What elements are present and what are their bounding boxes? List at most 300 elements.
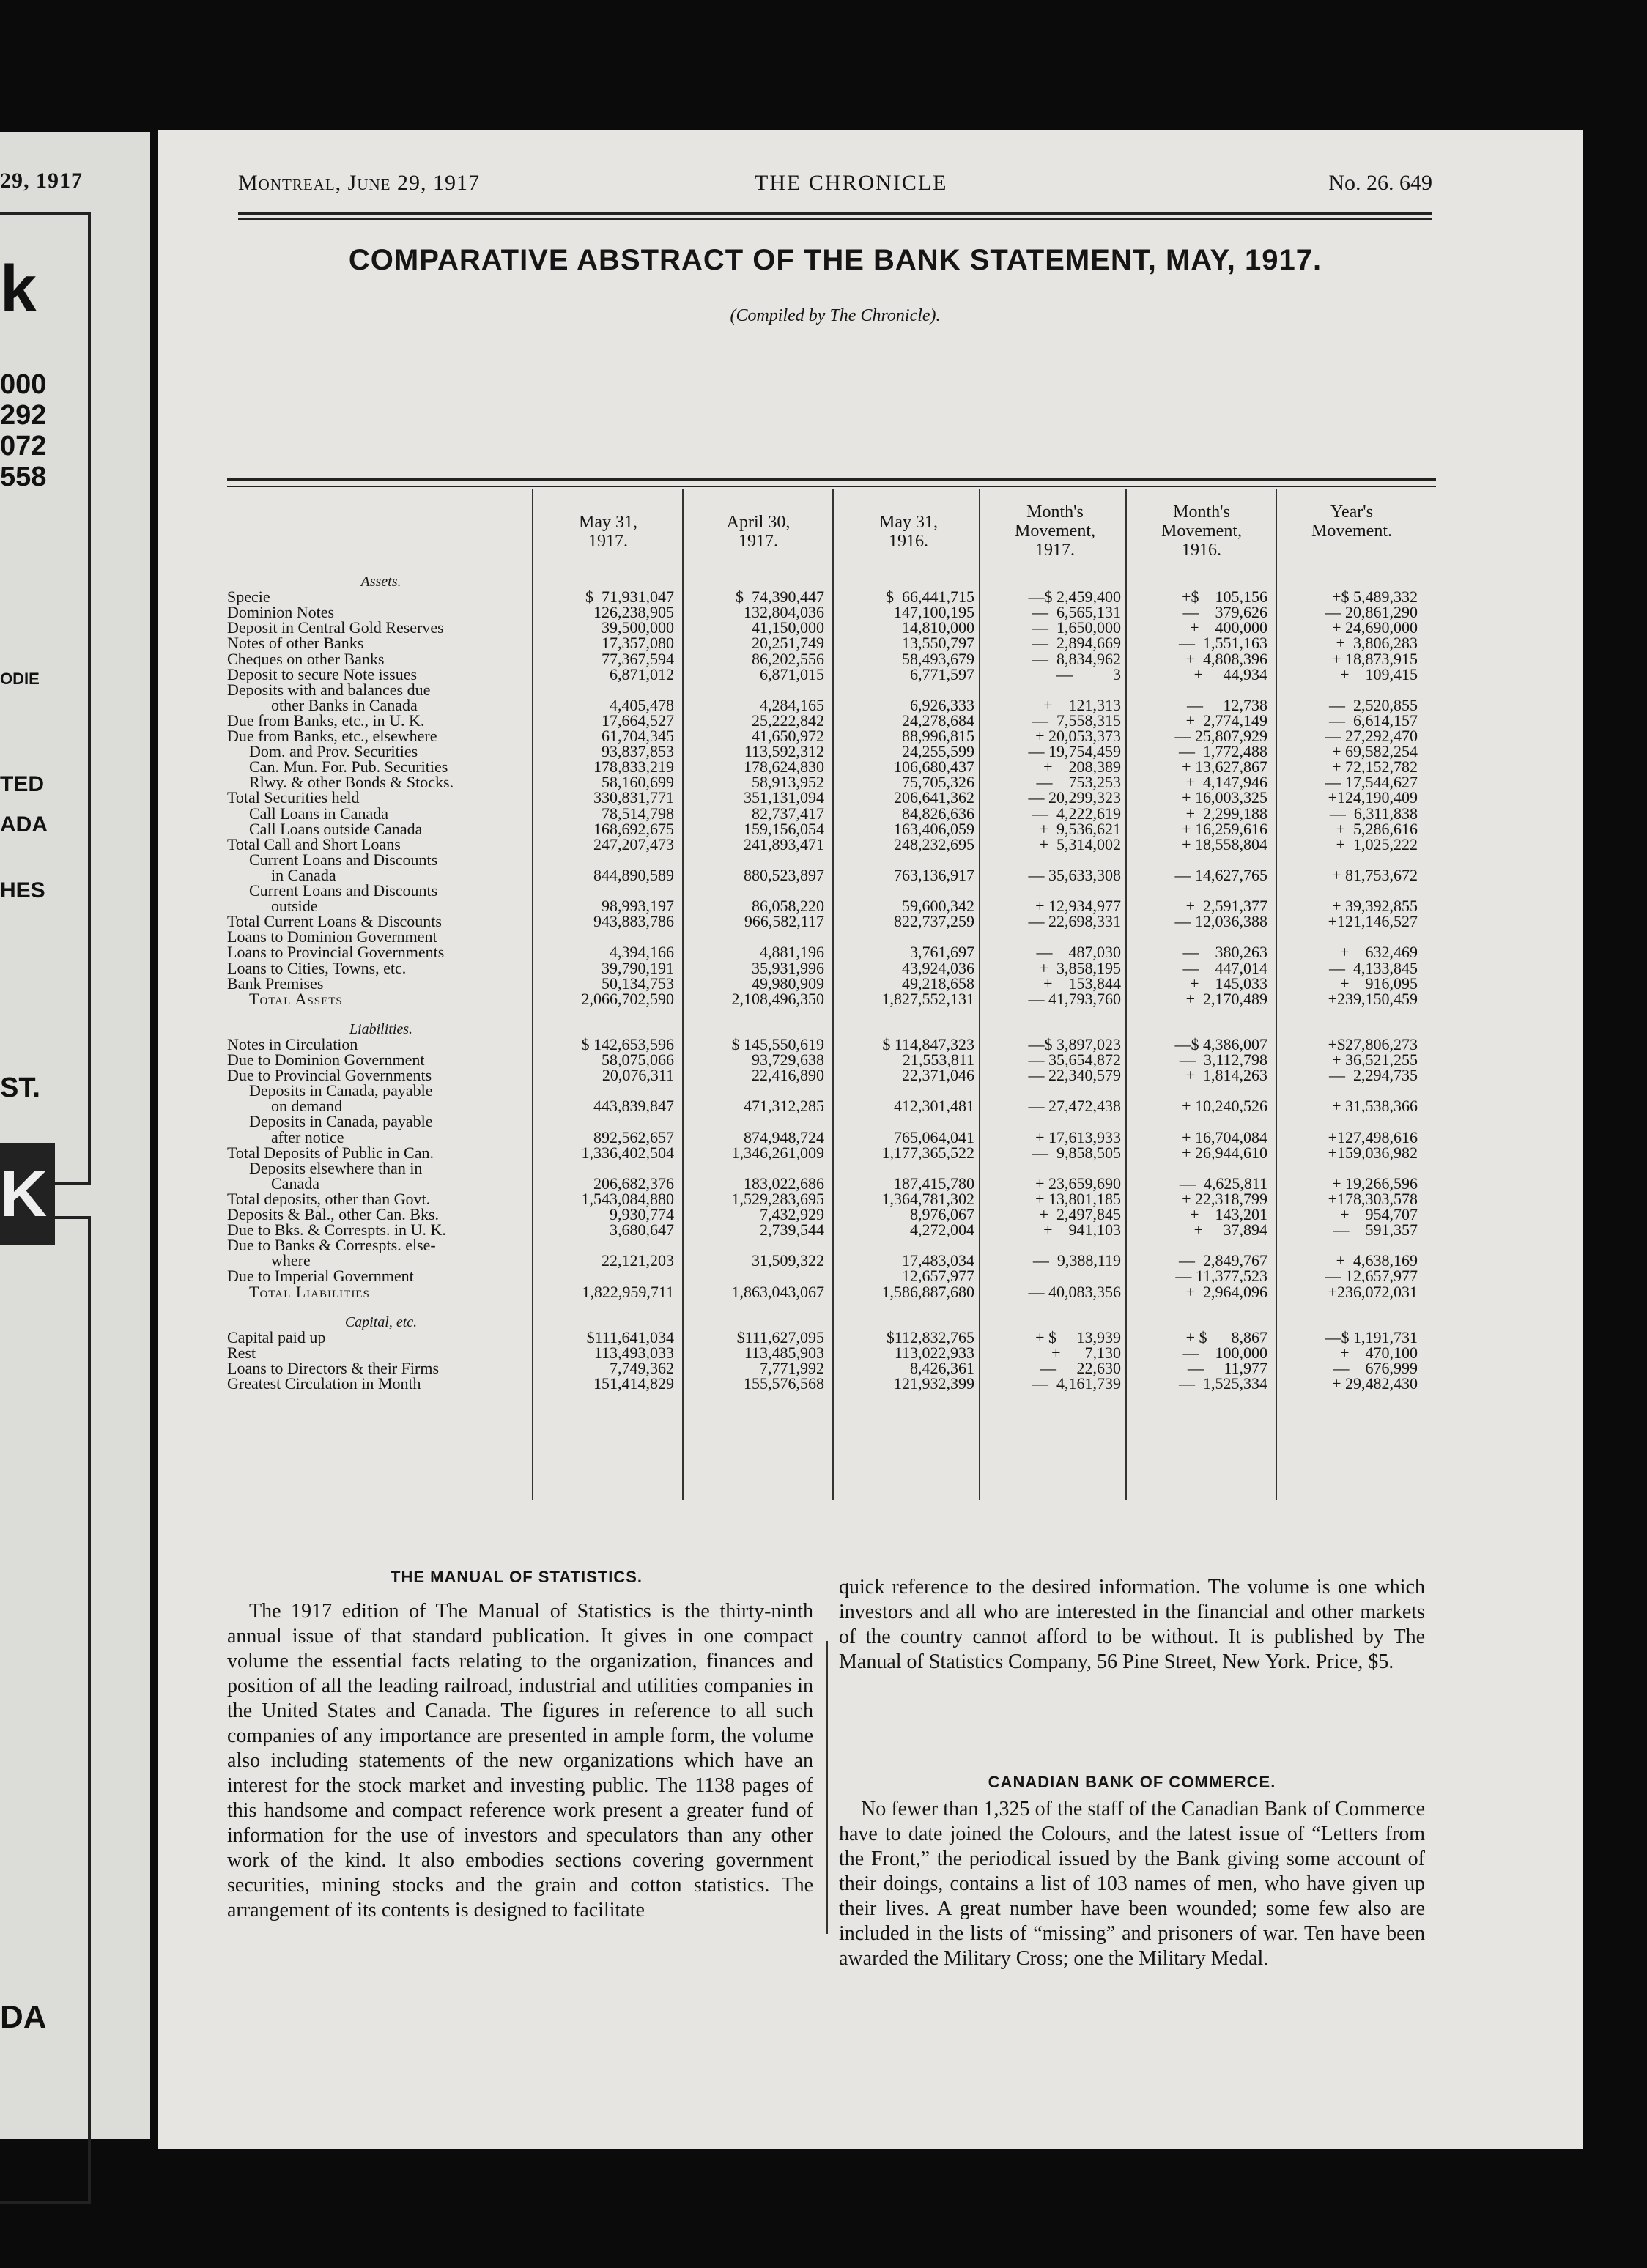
table-cell: — 7,558,315 [1032,711,1121,730]
row-label: Cheques on other Banks [227,651,385,667]
table-cell: 7,771,992 [760,1358,824,1377]
left-fragment: 000 [0,369,47,400]
cbc-article-body: No fewer than 1,325 of the staff of the Canadian Bank of Commerce have to date joined the Colours, and the latest issue of “Letters from the Front,” the periodical issued by the Bank giving some account of their doings, contains a list of 103 names of men, who have given up their lives. A great number have been wounded; some few also are included in the lists of “missing” and prisoners of war. Ten have been awarded the Military Cross; one the Military Medal. [839,1798,1425,1970]
table-cell: +$27,806,273 [1328,1034,1418,1053]
header-publication: THE CHRONICLE [755,171,948,195]
table-top-rule [227,486,1436,487]
table-cell: — 4,222,619 [1032,804,1121,823]
table-cell: — 3 [1056,664,1121,683]
row-label: Loans to Provincial Governments [227,944,445,961]
table-cell: 31,509,322 [752,1251,824,1270]
newspaper-page [158,130,1583,2149]
table-cell: 77,367,594 [602,649,674,668]
table-cell: 21,553,811 [902,1050,974,1069]
table-row [227,1145,1436,1161]
table-cell: + 16,704,084 [1182,1127,1267,1146]
table-cell: 248,232,695 [894,834,974,853]
table-cell: 6,871,015 [760,664,824,683]
table-row [227,1284,1436,1300]
table-cell: 24,255,599 [902,742,974,761]
column-header: April 30, 1917. [726,513,791,551]
row-label: Notes in Circulation [227,1036,358,1053]
row-label: Total Liabilities [249,1283,370,1300]
table-cell: — 9,858,505 [1032,1143,1121,1162]
table-cell: 1,364,781,302 [881,1189,974,1208]
table-cell: — 4,133,845 [1329,958,1418,977]
row-label: Deposits in Canada, payable [249,1083,433,1100]
table-cell: — 591,357 [1333,1220,1418,1239]
table-cell: 126,238,905 [593,603,674,622]
table-cell: — 20,861,290 [1325,603,1418,622]
table-cell: + 19,266,596 [1332,1174,1418,1193]
table-cell: 58,913,952 [752,773,824,792]
table-cell: — 25,807,929 [1174,727,1267,745]
table-cell: + 143,201 [1190,1205,1267,1223]
left-fragment: K [0,1158,48,1231]
table-cell: 351,131,094 [744,788,824,807]
table-cell: + 208,389 [1043,757,1121,777]
table-cell: 121,932,399 [894,1374,974,1393]
column-header: Year's Movement. [1311,503,1392,541]
left-fragment: 558 [0,462,47,492]
row-label: Rlwy. & other Bonds & Stocks. [249,774,454,791]
table-cell: — 6,614,157 [1329,711,1418,730]
table-cell: 22,371,046 [902,1066,974,1085]
row-label: Total Securities held [227,790,360,807]
table-cell: — 1,772,488 [1179,742,1267,761]
row-label: Current Loans and Discounts [249,851,438,868]
table-cell: — 22,630 [1040,1358,1121,1377]
table-cell: 1,543,084,880 [581,1189,674,1208]
table-cell: + 9,536,621 [1039,819,1121,838]
table-cell: 39,500,000 [602,618,674,637]
row-label: Due to Banks & Correspts. else- [227,1237,436,1254]
table-cell: 4,405,478 [610,695,674,714]
table-cell: — 2,894,669 [1032,634,1121,653]
table-cell: 78,514,798 [602,804,674,823]
table-cell: +124,190,409 [1328,788,1418,807]
column-divider [826,1641,828,1934]
table-cell: 2,108,496,350 [731,989,824,1008]
table-cell: 22,121,203 [602,1251,674,1270]
table-cell: + 121,313 [1043,695,1121,714]
table-row [227,664,1436,683]
table-cell: + 12,934,977 [1035,897,1121,916]
table-cell: — 380,263 [1182,943,1267,962]
page-subtitle: (Compiled by The Chronicle). [730,306,941,325]
row-label: Call Loans outside Canada [249,820,423,837]
table-cell: + 1,025,222 [1336,834,1418,853]
row-label: Deposits elsewhere than in [249,1160,423,1176]
table-cell: 1,346,261,009 [731,1143,824,1162]
table-cell: — 12,657,977 [1325,1267,1418,1286]
table-cell: — 379,626 [1182,603,1267,622]
table-cell: + 22,318,799 [1182,1189,1267,1208]
table-cell: — 35,633,308 [1028,865,1121,884]
table-cell: 39,790,191 [602,958,674,977]
left-fragment: ST. [0,1072,40,1103]
table-cell: + 632,469 [1340,943,1418,962]
table-cell: — 22,698,331 [1028,912,1121,931]
row-label: Dom. and Prov. Securities [249,744,418,760]
table-cell: — 27,472,438 [1028,1097,1121,1116]
table-cell: 1,863,043,067 [731,1282,824,1301]
column-header: Month's Movement, 1916. [1161,503,1242,560]
table-cell: + 4,638,169 [1336,1251,1418,1270]
table-cell: + 2,170,489 [1185,989,1267,1008]
table-cell: +236,072,031 [1328,1282,1418,1301]
table-cell: +$ 5,489,332 [1332,588,1418,607]
table-cell: + 31,538,366 [1332,1097,1418,1116]
table-top-rule [227,478,1436,481]
table-cell: $ 114,847,323 [882,1034,974,1053]
table-cell: + 23,659,690 [1035,1174,1121,1193]
table-cell: 155,576,568 [744,1374,824,1393]
table-cell: — 3,112,798 [1179,1050,1267,1069]
table-cell: — 2,294,735 [1329,1066,1418,1085]
table-cell: — 1,525,334 [1179,1374,1267,1393]
row-label: Due from Banks, etc., elsewhere [227,728,437,744]
table-cell: + 941,103 [1043,1220,1121,1239]
table-cell: 151,414,829 [593,1374,674,1393]
table-cell: + 1,814,263 [1185,1066,1267,1085]
table-cell: + 3,858,195 [1039,958,1121,977]
table-cell: —$ 2,459,400 [1028,588,1121,607]
row-label: Due to Dominion Government [227,1052,425,1068]
table-cell: — 35,654,872 [1028,1050,1121,1069]
table-cell: 943,883,786 [593,912,674,931]
table-cell: 17,483,034 [902,1251,974,1270]
table-cell: 20,076,311 [602,1066,674,1085]
table-cell: 163,406,059 [894,819,974,838]
table-cell: — 2,520,855 [1329,695,1418,714]
table-cell: + 24,690,000 [1332,618,1418,637]
table-cell: 4,272,004 [910,1220,974,1239]
table-cell: 9,930,774 [610,1205,674,1223]
table-cell: 49,218,658 [902,974,974,993]
column-header: Month's Movement, 1917. [1015,503,1095,560]
table-cell: + 109,415 [1340,664,1418,683]
table-cell: + 16,003,325 [1182,788,1267,807]
row-label: other Banks in Canada [271,697,418,714]
row-label: Due to Bks. & Correspts. in U. K. [227,1222,446,1239]
table-cell: — 6,565,131 [1032,603,1121,622]
table-cell: 20,251,749 [752,634,824,653]
table-cell: 880,523,897 [744,865,824,884]
table-row [227,867,1436,883]
table-cell: $111,627,095 [736,1327,824,1346]
table-cell: 106,680,437 [894,757,974,777]
table-cell: + $ 13,939 [1035,1327,1121,1346]
table-cell: $ 74,390,447 [736,588,824,607]
manual-article-title: THE MANUAL OF STATISTICS. [391,1568,643,1586]
table-cell: 86,202,556 [752,649,824,668]
table-cell: — 447,014 [1182,958,1267,977]
row-label: Loans to Cities, Towns, etc. [227,960,407,976]
table-cell: 41,650,972 [752,727,824,745]
table-cell: 41,150,000 [752,618,824,637]
table-cell: 178,833,219 [593,757,674,777]
left-fragment: ODIE [0,670,40,688]
table-cell: 59,600,342 [902,897,974,916]
manual-article-body: The 1917 edition of The Manual of Statistics is the thirty-ninth annual issue of that standard publication. It gives in one compact volume the essential facts relating to the organization, finances and position of all the leading railroad, industrial and utilities companies in the United States and Canada. The figures in reference to all such companies of any importance are presented in ample form, the volume also including statements of the new organizations which have an interest for the stock market and investing public. The 1138 pages of this handsome and compact reference work present a greater fund of information for the use of investors and speculators than any other work of the kind. It also embodies sections covering government securities, mining stocks and the grain and cotton statistics. The arrangement of its contents is designed to facilitate [227,1600,813,1922]
table-cell: + 5,286,616 [1336,819,1418,838]
table-cell: 86,058,220 [752,897,824,916]
table-cell: 183,022,686 [744,1174,824,1193]
left-page-fragment [0,132,150,2139]
table-cell: — 11,377,523 [1175,1267,1267,1286]
table-cell: 6,926,333 [910,695,974,714]
table-cell: + 44,934 [1193,664,1267,683]
table-cell: — 1,650,000 [1032,618,1121,637]
table-cell: + 13,801,185 [1035,1189,1121,1208]
table-cell: 412,301,481 [894,1097,974,1116]
table-cell: — 22,340,579 [1028,1066,1121,1085]
left-ad-box [0,1216,91,2204]
table-cell: 12,657,977 [902,1267,974,1286]
table-cell: 113,022,933 [894,1343,974,1362]
table-cell: 93,729,638 [752,1050,824,1069]
row-label: Deposits in Canada, payable [249,1113,433,1130]
table-cell: 4,284,165 [760,695,824,714]
table-cell: —$ 4,386,007 [1174,1034,1267,1053]
table-cell: 2,739,544 [760,1220,824,1239]
table-cell: +159,036,982 [1328,1143,1418,1162]
table-cell: + 2,964,096 [1185,1282,1267,1301]
table-cell: 58,075,066 [602,1050,674,1069]
table-cell: 58,160,699 [602,773,674,792]
table-cell: + 18,558,804 [1182,834,1267,853]
table-cell: 1,827,552,131 [881,989,974,1008]
row-label: where [271,1253,311,1270]
table-cell: 8,426,361 [910,1358,974,1377]
table-cell: + 145,033 [1190,974,1267,993]
row-label: on demand [271,1098,343,1115]
table-cell: 22,416,890 [752,1066,824,1085]
table-cell: + 26,944,610 [1182,1143,1267,1162]
row-label: Due to Provincial Governments [227,1067,432,1084]
row-label: Total Assets [249,990,343,1007]
row-label: Deposit to secure Note issues [227,666,418,683]
table-cell: + 2,299,188 [1185,804,1267,823]
table-cell: 58,493,679 [902,649,974,668]
row-label: Loans to Dominion Government [227,929,437,946]
row-label: Total Deposits of Public in Can. [227,1144,434,1161]
table-cell: — 20,299,323 [1028,788,1121,807]
table-cell: + 39,392,855 [1332,897,1418,916]
table-cell: 84,826,636 [902,804,974,823]
table-cell: +178,303,578 [1328,1189,1418,1208]
table-cell: 8,976,067 [910,1205,974,1223]
row-label: Capital paid up [227,1329,326,1346]
table-cell: 61,704,345 [602,727,674,745]
row-label: Specie [227,589,270,606]
table-cell: $ 66,441,715 [886,588,974,607]
manual-article-continued: quick reference to the desired information. The volume is one which investors and all who are interested in the financial and other markets of the country cannot afford to be without. It is published by The Manual of Statistics Company, 56 Pine Street, New York. Price, $5. [839,1576,1425,1673]
section-heading: Assets. [360,574,401,590]
row-label: Loans to Directors & their Firms [227,1360,440,1376]
table-cell: 966,582,117 [744,912,824,931]
left-ad-box [0,212,91,1185]
table-cell: —$ 1,191,731 [1325,1327,1418,1346]
cbc-article-title: CANADIAN BANK OF COMMERCE. [988,1773,1276,1791]
table-cell: + 3,806,283 [1336,634,1418,653]
row-label: Due from Banks, etc., in U. K. [227,712,425,729]
table-cell: 43,924,036 [902,958,974,977]
table-cell: 132,804,036 [744,603,824,622]
table-cell: + 916,095 [1340,974,1418,993]
table-cell: + 20,053,373 [1035,727,1121,745]
left-page-header: 29, 1917 [0,168,83,193]
header-page-number: No. 26. 649 [1328,171,1432,195]
table-cell: + 2,591,377 [1185,897,1267,916]
table-cell: 330,831,771 [593,788,674,807]
table-cell: 763,136,917 [894,865,974,884]
table-cell: 168,692,675 [593,819,674,838]
table-cell: 50,134,753 [602,974,674,993]
table-cell: + 36,521,255 [1332,1050,1418,1069]
table-cell: 7,749,362 [610,1358,674,1377]
left-fragment: TED [0,772,44,796]
table-row [227,834,1436,853]
table-cell: — 4,161,739 [1032,1374,1121,1393]
table-row [227,1222,1436,1238]
table-cell: + 2,774,149 [1185,711,1267,730]
table-cell: — 17,544,627 [1325,773,1418,792]
row-label: Notes of other Banks [227,635,364,652]
row-label: Bank Premises [227,975,324,992]
table-cell: — 41,793,760 [1028,989,1121,1008]
header-rule [238,212,1432,215]
table-cell: — 487,030 [1036,943,1121,962]
table-cell: 874,948,724 [744,1127,824,1146]
table-cell: 98,993,197 [602,897,674,916]
row-label: Deposit in Central Gold Reserves [227,620,444,637]
section-heading: Liabilities. [349,1020,413,1037]
table-cell: — 676,999 [1333,1358,1418,1377]
table-cell: 75,705,326 [902,773,974,792]
row-label: Dominion Notes [227,604,335,621]
table-cell: 13,550,797 [902,634,974,653]
row-label: Deposits & Bal., other Can. Bks. [227,1207,440,1223]
table-cell: + 2,497,845 [1039,1205,1121,1223]
table-cell: 206,641,362 [894,788,974,807]
table-cell: 241,893,471 [744,834,824,853]
row-label: Can. Mun. For. Pub. Securities [249,759,448,776]
row-label: Call Loans in Canada [249,805,389,822]
table-cell: + 13,627,867 [1182,757,1267,777]
table-cell: +127,498,616 [1328,1127,1418,1146]
table-cell: — 12,036,388 [1174,912,1267,931]
table-cell: $111,641,034 [586,1327,674,1346]
table-row [227,914,1436,930]
table-cell: + 153,844 [1043,974,1121,993]
left-fragment: k [0,253,37,326]
table-cell: +$ 105,156 [1182,588,1267,607]
page-title: COMPARATIVE ABSTRACT OF THE BANK STATEMENT, MAY, 1917. [348,244,1322,276]
table-cell: 93,837,853 [602,742,674,761]
table-cell: — 27,292,470 [1325,727,1418,745]
table-cell: 25,222,842 [752,711,824,730]
table-cell: — 100,000 [1182,1343,1267,1362]
table-cell: 24,278,684 [902,711,974,730]
table-cell: 443,839,847 [593,1097,674,1116]
row-label: Due to Imperial Government [227,1268,414,1285]
row-label: after notice [271,1129,344,1146]
table-cell: + 400,000 [1190,618,1267,637]
table-cell: 822,737,259 [894,912,974,931]
table-cell: 1,336,402,504 [581,1143,674,1162]
row-label: outside [271,898,318,915]
row-label: Greatest Circulation in Month [227,1376,421,1392]
table-cell: 7,432,929 [760,1205,824,1223]
table-cell: 113,493,033 [593,1343,674,1362]
table-cell: 159,156,054 [744,819,824,838]
table-cell: + 470,100 [1340,1343,1418,1362]
table-cell: — 8,834,962 [1032,649,1121,668]
table-cell: — 9,388,119 [1032,1251,1121,1270]
table-cell: 1,822,959,711 [582,1282,674,1301]
table-cell: 88,996,815 [902,727,974,745]
table-cell: 844,890,589 [593,865,674,884]
table-cell: + 4,147,946 [1185,773,1267,792]
column-header: May 31, 1916. [879,513,938,551]
header-rule [238,218,1432,220]
table-cell: — 6,311,838 [1329,804,1418,823]
table-cell: + 7,130 [1051,1343,1121,1362]
table-cell: 892,562,657 [593,1127,674,1146]
table-cell: 6,771,597 [910,664,974,683]
table-cell: 4,394,166 [610,943,674,962]
table-cell: 206,682,376 [593,1174,674,1193]
table-cell: 765,064,041 [894,1127,974,1146]
row-label: Rest [227,1344,256,1361]
table-cell: 1,586,887,680 [881,1282,974,1301]
table-cell: 147,100,195 [894,603,974,622]
row-label: Canada [271,1175,319,1192]
table-cell: +121,146,527 [1328,912,1418,931]
table-row [227,1376,1436,1392]
table-cell: — 14,627,765 [1174,865,1267,884]
table-cell: 6,871,012 [610,664,674,683]
table-cell: 1,529,283,695 [731,1189,824,1208]
table-cell: — 19,754,459 [1028,742,1121,761]
table-cell: 17,357,080 [602,634,674,653]
table-cell: —$ 3,897,023 [1028,1034,1121,1053]
table-cell: — 2,849,767 [1179,1251,1267,1270]
table-row [227,1067,1436,1083]
table-row [227,991,1436,1007]
table-cell: 1,177,365,522 [881,1143,974,1162]
table-cell: — 12,738 [1187,695,1267,714]
table-cell: $ 145,550,619 [731,1034,824,1053]
table-cell: 113,592,312 [744,742,824,761]
left-fragment: 072 [0,431,47,462]
table-cell: 3,680,647 [610,1220,674,1239]
row-label: Total deposits, other than Govt. [227,1190,431,1207]
table-cell: $112,832,765 [886,1327,974,1346]
row-label: in Canada [271,867,336,883]
table-cell: + 37,894 [1193,1220,1267,1239]
table-cell: 14,810,000 [902,618,974,637]
table-row [227,1098,1436,1114]
table-cell: — 1,551,163 [1179,634,1267,653]
table-cell: 3,761,697 [910,943,974,962]
left-fragment: DA [0,1999,47,2035]
left-fragment: ADA [0,812,48,837]
table-cell: 82,737,417 [752,804,824,823]
table-cell: 247,207,473 [593,834,674,853]
